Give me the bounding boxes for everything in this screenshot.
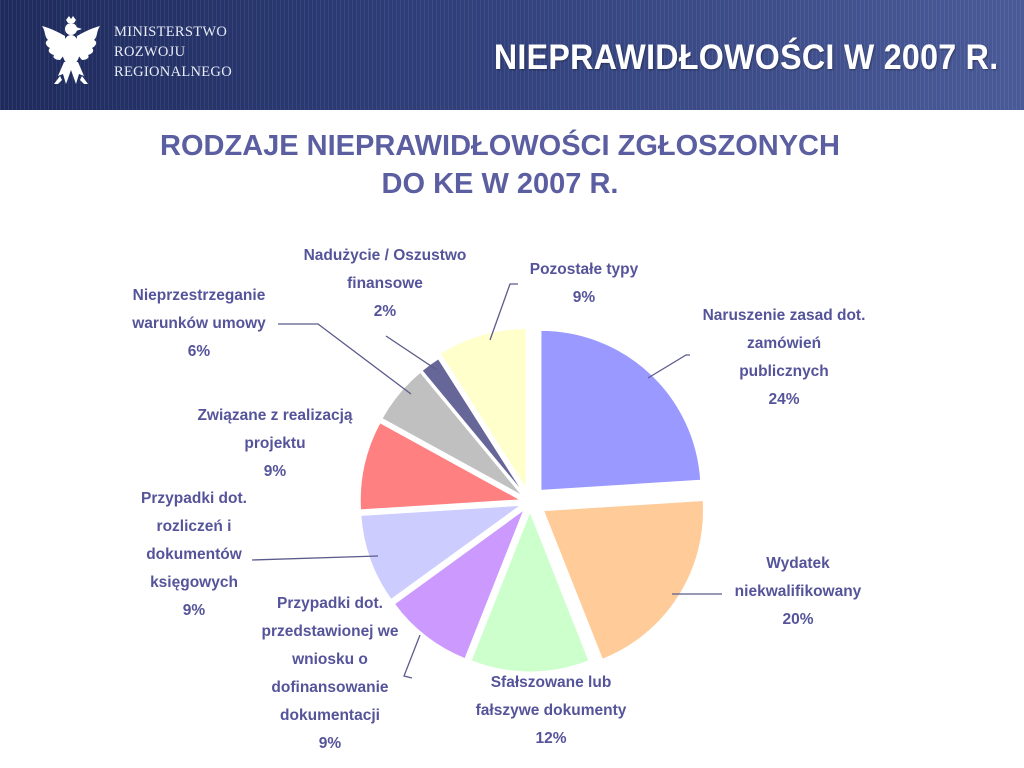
slice-label-wydatek-niekwalifikowany [735,550,862,634]
slice-label-line: Przypadki dot. [141,490,247,507]
slice-value-label: 9% [182,602,206,619]
slice-label-line: Nieprzestrzeganie [132,287,266,304]
slice-label-naruszenie-zasad [703,302,866,414]
ministry-line-3: REGIONALNEGO [114,64,232,80]
slice-label-line: finansowe [347,275,423,292]
ministry-line-2: ROZWOJU [114,44,186,60]
slice-label-line: przedstawionej we [261,623,399,640]
slice-value-label: 20% [782,611,814,628]
pie-slice-naruszenie-zasad [541,330,701,490]
slice-label-line: zamówień [746,335,822,352]
slice-label-line: Nadużycie / Oszustwo [303,247,467,264]
slice-label-line: Pozostałe typy [529,261,639,278]
chart-title-line-1: RODZAJE NIEPRAWIDŁOWOŚCI ZGŁOSZONYCH [160,130,840,162]
slice-label-przypadki-wniosku [262,590,399,758]
slice-label-line: publicznych [739,363,829,380]
slice-value-label: 12% [535,730,567,747]
slice-label-line: księgowych [150,574,238,591]
ministry-line-1: MINISTERSTWO [114,24,228,40]
slice-label-przypadki-rozliczen [141,485,247,625]
slice-value-label: 6% [187,343,211,360]
chart-title-line-2: DO KE W 2007 R. [381,168,619,200]
slice-label-line: warunków umowy [132,315,266,332]
slice-label-line: Naruszenie zasad dot. [702,307,866,324]
slice-label-line: projektu [244,435,306,452]
slice-label-line: rozliczeń i [156,518,232,535]
slice-value-label: 24% [768,391,800,408]
leader-line-rozliczenia [252,556,378,560]
slice-value-label: 9% [263,463,287,480]
slice-label-line: Wydatek [766,555,830,572]
leader-line-naduzycie [386,336,437,370]
leader-line-wniosek [404,635,420,678]
slice-value-label: 9% [572,289,596,306]
slice-label-line: Sfałszowane lub [490,674,612,691]
leader-line-warunki [278,324,411,394]
slide-title: NIEPRAWIDŁOWOŚCI W 2007 R. [493,38,998,77]
slice-label-line: dokumentów [146,546,242,563]
slice-label-line: Związane z realizacją [197,407,353,424]
slice-label-zwiazane-z-realizacja [197,402,352,486]
slice-label-line: Przypadki dot. [277,595,383,612]
slice-label-line: niekwalifikowany [734,583,862,600]
slice-value-label: 2% [373,303,397,320]
slice-label-naduzycie-oszustwo [304,242,467,326]
slice-label-sfalszowane-dokumenty [476,669,627,753]
slice-value-label: 9% [318,735,342,752]
slice-label-pozostale-typy [530,256,639,312]
slice-label-line: dofinansowanie [271,679,389,696]
slice-label-nieprzestrzeganie-warunkow [132,282,266,366]
slice-label-line: wniosku o [292,651,368,668]
slice-label-line: fałszywe dokumenty [475,702,627,719]
leader-line-naruszenie [648,355,690,378]
slice-label-line: dokumentacji [280,707,380,724]
